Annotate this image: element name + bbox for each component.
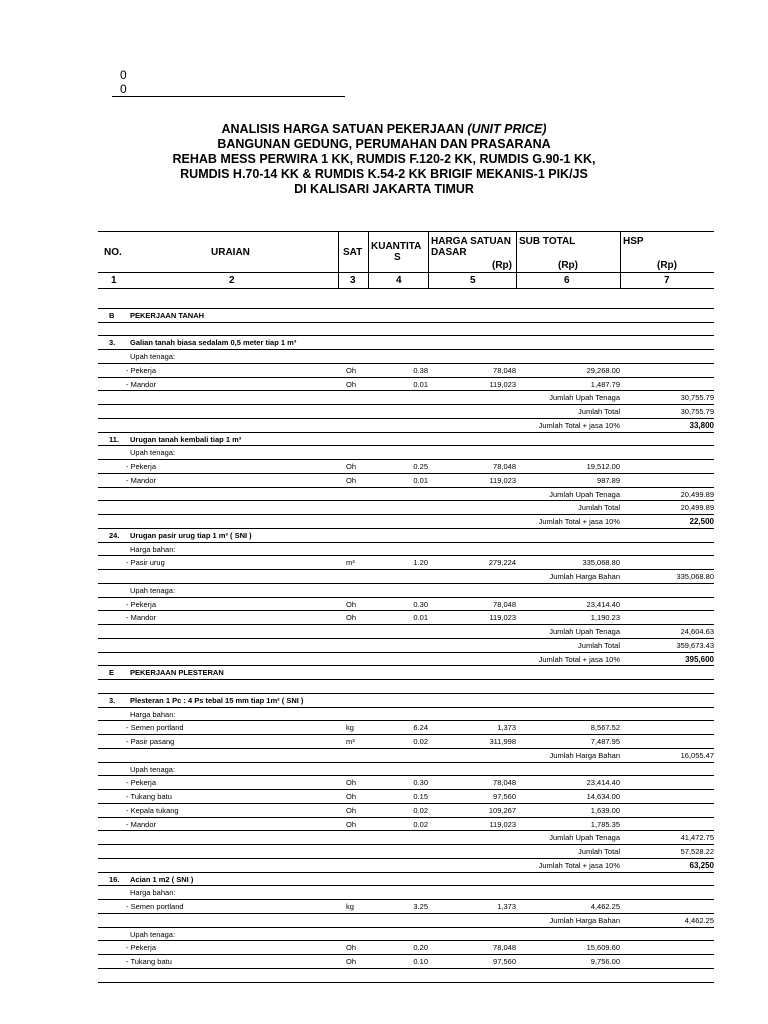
row-number: 3. xyxy=(109,695,116,705)
row-total-label: Jumlah Harga Bahan xyxy=(549,572,620,581)
row-unit: Oh xyxy=(346,943,357,953)
table-row xyxy=(98,735,714,749)
row-hsp-value: 4,462.25 xyxy=(684,915,714,925)
row-description: Harga bahan: xyxy=(130,709,176,719)
row-base-price: 311,998 xyxy=(489,737,516,746)
row-hsp-value: 359,673.43 xyxy=(676,640,714,650)
row-unit: Oh xyxy=(346,819,357,829)
row-subtotal: 19,512.00 xyxy=(586,462,620,471)
header-col-number: 4 xyxy=(396,275,402,286)
table-row xyxy=(98,391,714,405)
title-line-4: RUMDIS H.70-14 KK & RUMDIS K.54-2 KK BRIGIF MEKANIS-1 PIK/JS xyxy=(180,167,588,181)
table-row xyxy=(98,721,714,735)
table-row xyxy=(98,474,714,488)
row-subtotal: 987.89 xyxy=(597,475,620,485)
top-number-1: 0 xyxy=(120,68,127,82)
row-subtotal: 7,487.95 xyxy=(590,737,620,746)
header-kuantitas-b: S xyxy=(394,252,401,263)
header-divider xyxy=(620,232,621,288)
table-row xyxy=(98,460,714,474)
row-total-label: Jumlah Total + jasa 10% xyxy=(538,860,620,870)
header-col-number: 1 xyxy=(111,275,117,286)
row-number: 24. xyxy=(109,530,120,540)
header-harga-unit: (Rp) xyxy=(492,260,512,271)
row-hsp-value: 41,472.75 xyxy=(680,833,714,843)
row-hsp-value: 20,499.89 xyxy=(680,489,714,499)
row-quantity: 0.02 xyxy=(413,737,428,746)
row-description: Upah tenaga: xyxy=(130,764,176,774)
row-unit: Oh xyxy=(346,792,357,801)
row-unit: Oh xyxy=(346,613,357,623)
table-row xyxy=(98,914,714,928)
row-subtotal: 1,487.79 xyxy=(590,379,620,389)
row-total-label: Jumlah Harga Bahan xyxy=(549,750,620,760)
row-total-label: Jumlah Total + jasa 10% xyxy=(538,654,620,664)
table-row xyxy=(98,515,714,529)
row-total-label: Jumlah Upah Tenaga xyxy=(549,489,620,499)
row-subtotal: 8,567.52 xyxy=(590,723,620,733)
row-description: - Pasir urug xyxy=(126,558,165,568)
row-quantity: 0.20 xyxy=(413,943,428,953)
row-total-label: Jumlah Upah Tenaga xyxy=(549,393,620,403)
header-kuantitas-a: KUANTITA xyxy=(371,241,422,252)
top-number-2: 0 xyxy=(120,82,127,96)
row-quantity: 0.38 xyxy=(413,365,428,375)
row-total-label: Jumlah Total + jasa 10% xyxy=(538,420,620,430)
row-number: 3. xyxy=(109,338,116,348)
table-row xyxy=(98,309,714,323)
table-row xyxy=(98,639,714,653)
table-row xyxy=(98,584,714,598)
row-description: - Mandor xyxy=(126,819,157,829)
row-base-price: 119,023 xyxy=(489,475,516,485)
blank-row xyxy=(98,969,714,983)
table-row xyxy=(98,790,714,804)
row-base-price: 119,023 xyxy=(489,613,516,623)
table-row xyxy=(98,350,714,364)
row-description: Galian tanah biasa sedalam 0,5 meter tiap 1 m³ xyxy=(130,338,297,348)
row-hsp-value: 335,068.80 xyxy=(676,572,714,581)
row-unit: m³ xyxy=(346,737,355,746)
row-unit: Oh xyxy=(346,365,357,375)
row-number: B xyxy=(109,310,115,320)
header-divider xyxy=(368,232,369,288)
table-row xyxy=(98,488,714,502)
row-hsp-value: 16,055.47 xyxy=(680,750,714,760)
blank-row xyxy=(98,295,714,309)
title-line-3: REHAB MESS PERWIRA 1 KK, RUMDIS F.120-2 KK, RUMDIS G.90-1 KK, xyxy=(172,152,596,166)
row-hsp-value: 22,500 xyxy=(689,517,714,526)
row-description: Upah tenaga: xyxy=(130,929,176,939)
row-description: Urugan tanah kembali tiap 1 m³ xyxy=(130,434,242,444)
row-quantity: 0.30 xyxy=(413,599,428,609)
table-row xyxy=(98,873,714,887)
blank-row xyxy=(98,323,714,337)
row-base-price: 1,373 xyxy=(497,902,516,911)
row-quantity: 3.25 xyxy=(413,902,428,911)
title-line-1 xyxy=(0,122,768,137)
table-row xyxy=(98,336,714,350)
header-sub: SUB TOTAL xyxy=(519,236,576,247)
row-description: Upah tenaga: xyxy=(130,448,176,458)
row-total-label: Jumlah Upah Tenaga xyxy=(549,833,620,843)
row-subtotal: 1,639.00 xyxy=(590,805,620,815)
row-base-price: 97,560 xyxy=(493,792,516,801)
header-col-number: 7 xyxy=(664,275,670,286)
header-number-rule xyxy=(98,272,714,273)
row-base-price: 78,048 xyxy=(493,599,516,609)
row-description: - Semen portland xyxy=(126,723,184,733)
header-uraian: URAIAN xyxy=(211,247,250,258)
row-number: 16. xyxy=(109,874,120,884)
row-total-label: Jumlah Total xyxy=(578,847,620,856)
table-header xyxy=(98,231,714,289)
row-total-label: Jumlah Harga Bahan xyxy=(549,915,620,925)
row-quantity: 0.01 xyxy=(413,475,428,485)
row-subtotal: 9,756.00 xyxy=(590,957,620,966)
row-description: Upah tenaga: xyxy=(130,585,176,595)
row-base-price: 119,023 xyxy=(489,819,516,829)
table-row xyxy=(98,419,714,433)
table-row xyxy=(98,845,714,859)
header-no: NO. xyxy=(104,247,122,258)
table-row xyxy=(98,763,714,777)
row-hsp-value: 63,250 xyxy=(689,860,714,870)
row-hsp-value: 30,755.79 xyxy=(680,407,714,416)
row-subtotal: 4,462.25 xyxy=(590,902,620,911)
table-row xyxy=(98,886,714,900)
row-description: - Tukang batu xyxy=(126,957,172,966)
header-col-number: 2 xyxy=(229,275,235,286)
row-description: Acian 1 m2 ( SNI ) xyxy=(130,874,194,884)
top-numbers xyxy=(120,68,127,96)
header-divider xyxy=(338,232,339,288)
row-description: - Mandor xyxy=(126,475,157,485)
row-base-price: 279,224 xyxy=(488,558,516,568)
row-base-price: 97,560 xyxy=(493,957,516,966)
table-row xyxy=(98,556,714,570)
row-description: Harga bahan: xyxy=(130,888,176,898)
title-line-1-text: ANALISIS HARGA SATUAN PEKERJAAN xyxy=(221,122,468,136)
row-quantity: 0.01 xyxy=(413,613,428,623)
table-row xyxy=(98,543,714,557)
row-quantity: 0.10 xyxy=(413,957,428,966)
table-row xyxy=(98,570,714,584)
row-hsp-value: 24,604.63 xyxy=(680,627,714,636)
table-row xyxy=(98,666,714,680)
row-description: PEKERJAAN TANAH xyxy=(130,310,205,320)
header-sub-unit: (Rp) xyxy=(558,260,578,271)
row-description: - Semen portland xyxy=(126,902,184,911)
row-hsp-value: 57,528.22 xyxy=(680,847,714,856)
header-col-number: 6 xyxy=(564,275,570,286)
row-description: - Pekerja xyxy=(126,778,157,788)
row-quantity: 6.24 xyxy=(413,723,428,733)
row-description: - Kepala tukang xyxy=(126,805,179,815)
table-row xyxy=(98,405,714,419)
row-description: PEKERJAAN PLESTERAN xyxy=(130,668,224,678)
table-row xyxy=(98,433,714,447)
row-number: E xyxy=(109,668,115,678)
row-description: - Mandor xyxy=(126,613,157,623)
table-row xyxy=(98,818,714,832)
row-unit: kg xyxy=(346,723,354,733)
table-row xyxy=(98,446,714,460)
table-row xyxy=(98,653,714,667)
row-subtotal: 23,414.40 xyxy=(586,599,620,609)
row-description: - Pekerja xyxy=(126,462,157,471)
table-row xyxy=(98,625,714,639)
row-hsp-value: 30,755.79 xyxy=(680,393,714,403)
row-hsp-value: 395,600 xyxy=(685,654,714,664)
row-unit: Oh xyxy=(346,462,357,471)
row-subtotal: 23,414.40 xyxy=(586,778,620,788)
row-hsp-value: 33,800 xyxy=(689,420,714,430)
header-divider xyxy=(516,232,517,288)
row-base-price: 109,267 xyxy=(488,805,516,815)
row-unit: kg xyxy=(346,902,354,911)
table-row xyxy=(98,529,714,543)
row-unit: m³ xyxy=(346,558,355,568)
row-subtotal: 15,609.60 xyxy=(586,943,620,953)
table-row xyxy=(98,900,714,914)
table-body xyxy=(98,295,714,983)
title-line-1-italic: (UNIT PRICE) xyxy=(467,122,547,136)
row-unit: Oh xyxy=(346,379,357,389)
table-row xyxy=(98,776,714,790)
row-total-label: Jumlah Total + jasa 10% xyxy=(538,517,620,526)
row-base-price: 78,048 xyxy=(493,943,516,953)
title-line-2: BANGUNAN GEDUNG, PERUMAHAN DAN PRASARANA xyxy=(217,137,551,151)
row-base-price: 78,048 xyxy=(493,365,516,375)
title-line-5: DI KALISARI JAKARTA TIMUR xyxy=(294,182,474,196)
row-base-price: 78,048 xyxy=(493,462,516,471)
row-description: - Pekerja xyxy=(126,599,157,609)
row-hsp-value: 20,499.89 xyxy=(680,503,714,513)
header-sat: SAT xyxy=(343,247,363,258)
header-col-number: 5 xyxy=(470,275,476,286)
header-hsp: HSP xyxy=(623,236,644,247)
row-description: - Pekerja xyxy=(126,943,157,953)
row-description: Upah tenaga: xyxy=(130,352,176,361)
table-row xyxy=(98,694,714,708)
row-quantity: 0.30 xyxy=(413,778,428,788)
row-unit: Oh xyxy=(346,805,357,815)
row-base-price: 1,373 xyxy=(497,723,516,733)
row-quantity: 0.02 xyxy=(413,805,428,815)
row-description: - Mandor xyxy=(126,379,157,389)
table-row xyxy=(98,708,714,722)
row-description: - Tukang batu xyxy=(126,792,172,801)
row-quantity: 0.01 xyxy=(413,379,428,389)
row-subtotal: 29,268.00 xyxy=(586,365,620,375)
row-total-label: Jumlah Total xyxy=(578,503,620,513)
row-total-label: Jumlah Upah Tenaga xyxy=(549,627,620,636)
row-unit: Oh xyxy=(346,957,357,966)
table-row xyxy=(98,941,714,955)
row-quantity: 0.25 xyxy=(413,462,428,471)
table-row xyxy=(98,955,714,969)
row-base-price: 78,048 xyxy=(493,778,516,788)
header-divider xyxy=(428,232,429,288)
row-description: Urugan pasir urug tiap 1 m³ ( SNI ) xyxy=(130,530,252,540)
row-description: Plesteran 1 Pc : 4 Ps tebal 15 mm tiap 1m² ( SNI ) xyxy=(130,695,304,705)
row-quantity: 0.02 xyxy=(413,819,428,829)
row-unit: Oh xyxy=(346,475,357,485)
row-subtotal: 335,068.80 xyxy=(582,558,620,568)
row-description: - Pekerja xyxy=(126,365,157,375)
table-row xyxy=(98,611,714,625)
row-number: 11. xyxy=(109,434,120,444)
blank-row xyxy=(98,680,714,694)
table-row xyxy=(98,598,714,612)
header-col-number: 3 xyxy=(350,275,356,286)
document-title xyxy=(0,122,768,197)
header-harga-b: DASAR xyxy=(431,247,467,258)
row-base-price: 119,023 xyxy=(489,379,516,389)
table-row xyxy=(98,501,714,515)
row-unit: Oh xyxy=(346,778,357,788)
table-row xyxy=(98,364,714,378)
table-row xyxy=(98,378,714,392)
row-description: Harga bahan: xyxy=(130,544,176,554)
row-subtotal: 1,190.23 xyxy=(590,613,620,623)
row-subtotal: 14,634.00 xyxy=(586,792,620,801)
row-total-label: Jumlah Total xyxy=(578,640,620,650)
table-row xyxy=(98,804,714,818)
row-unit: Oh xyxy=(346,599,357,609)
row-quantity: 1.20 xyxy=(413,558,428,568)
table-row xyxy=(98,831,714,845)
table-row xyxy=(98,859,714,873)
top-rule xyxy=(112,96,345,97)
table-row xyxy=(98,928,714,942)
row-quantity: 0.15 xyxy=(413,792,428,801)
row-subtotal: 1,785.35 xyxy=(590,819,620,829)
row-description: - Pasir pasang xyxy=(126,737,175,746)
table-row xyxy=(98,749,714,763)
header-harga-a: HARGA SATUAN xyxy=(431,236,511,247)
row-total-label: Jumlah Total xyxy=(578,407,620,416)
header-hsp-unit: (Rp) xyxy=(657,260,677,271)
